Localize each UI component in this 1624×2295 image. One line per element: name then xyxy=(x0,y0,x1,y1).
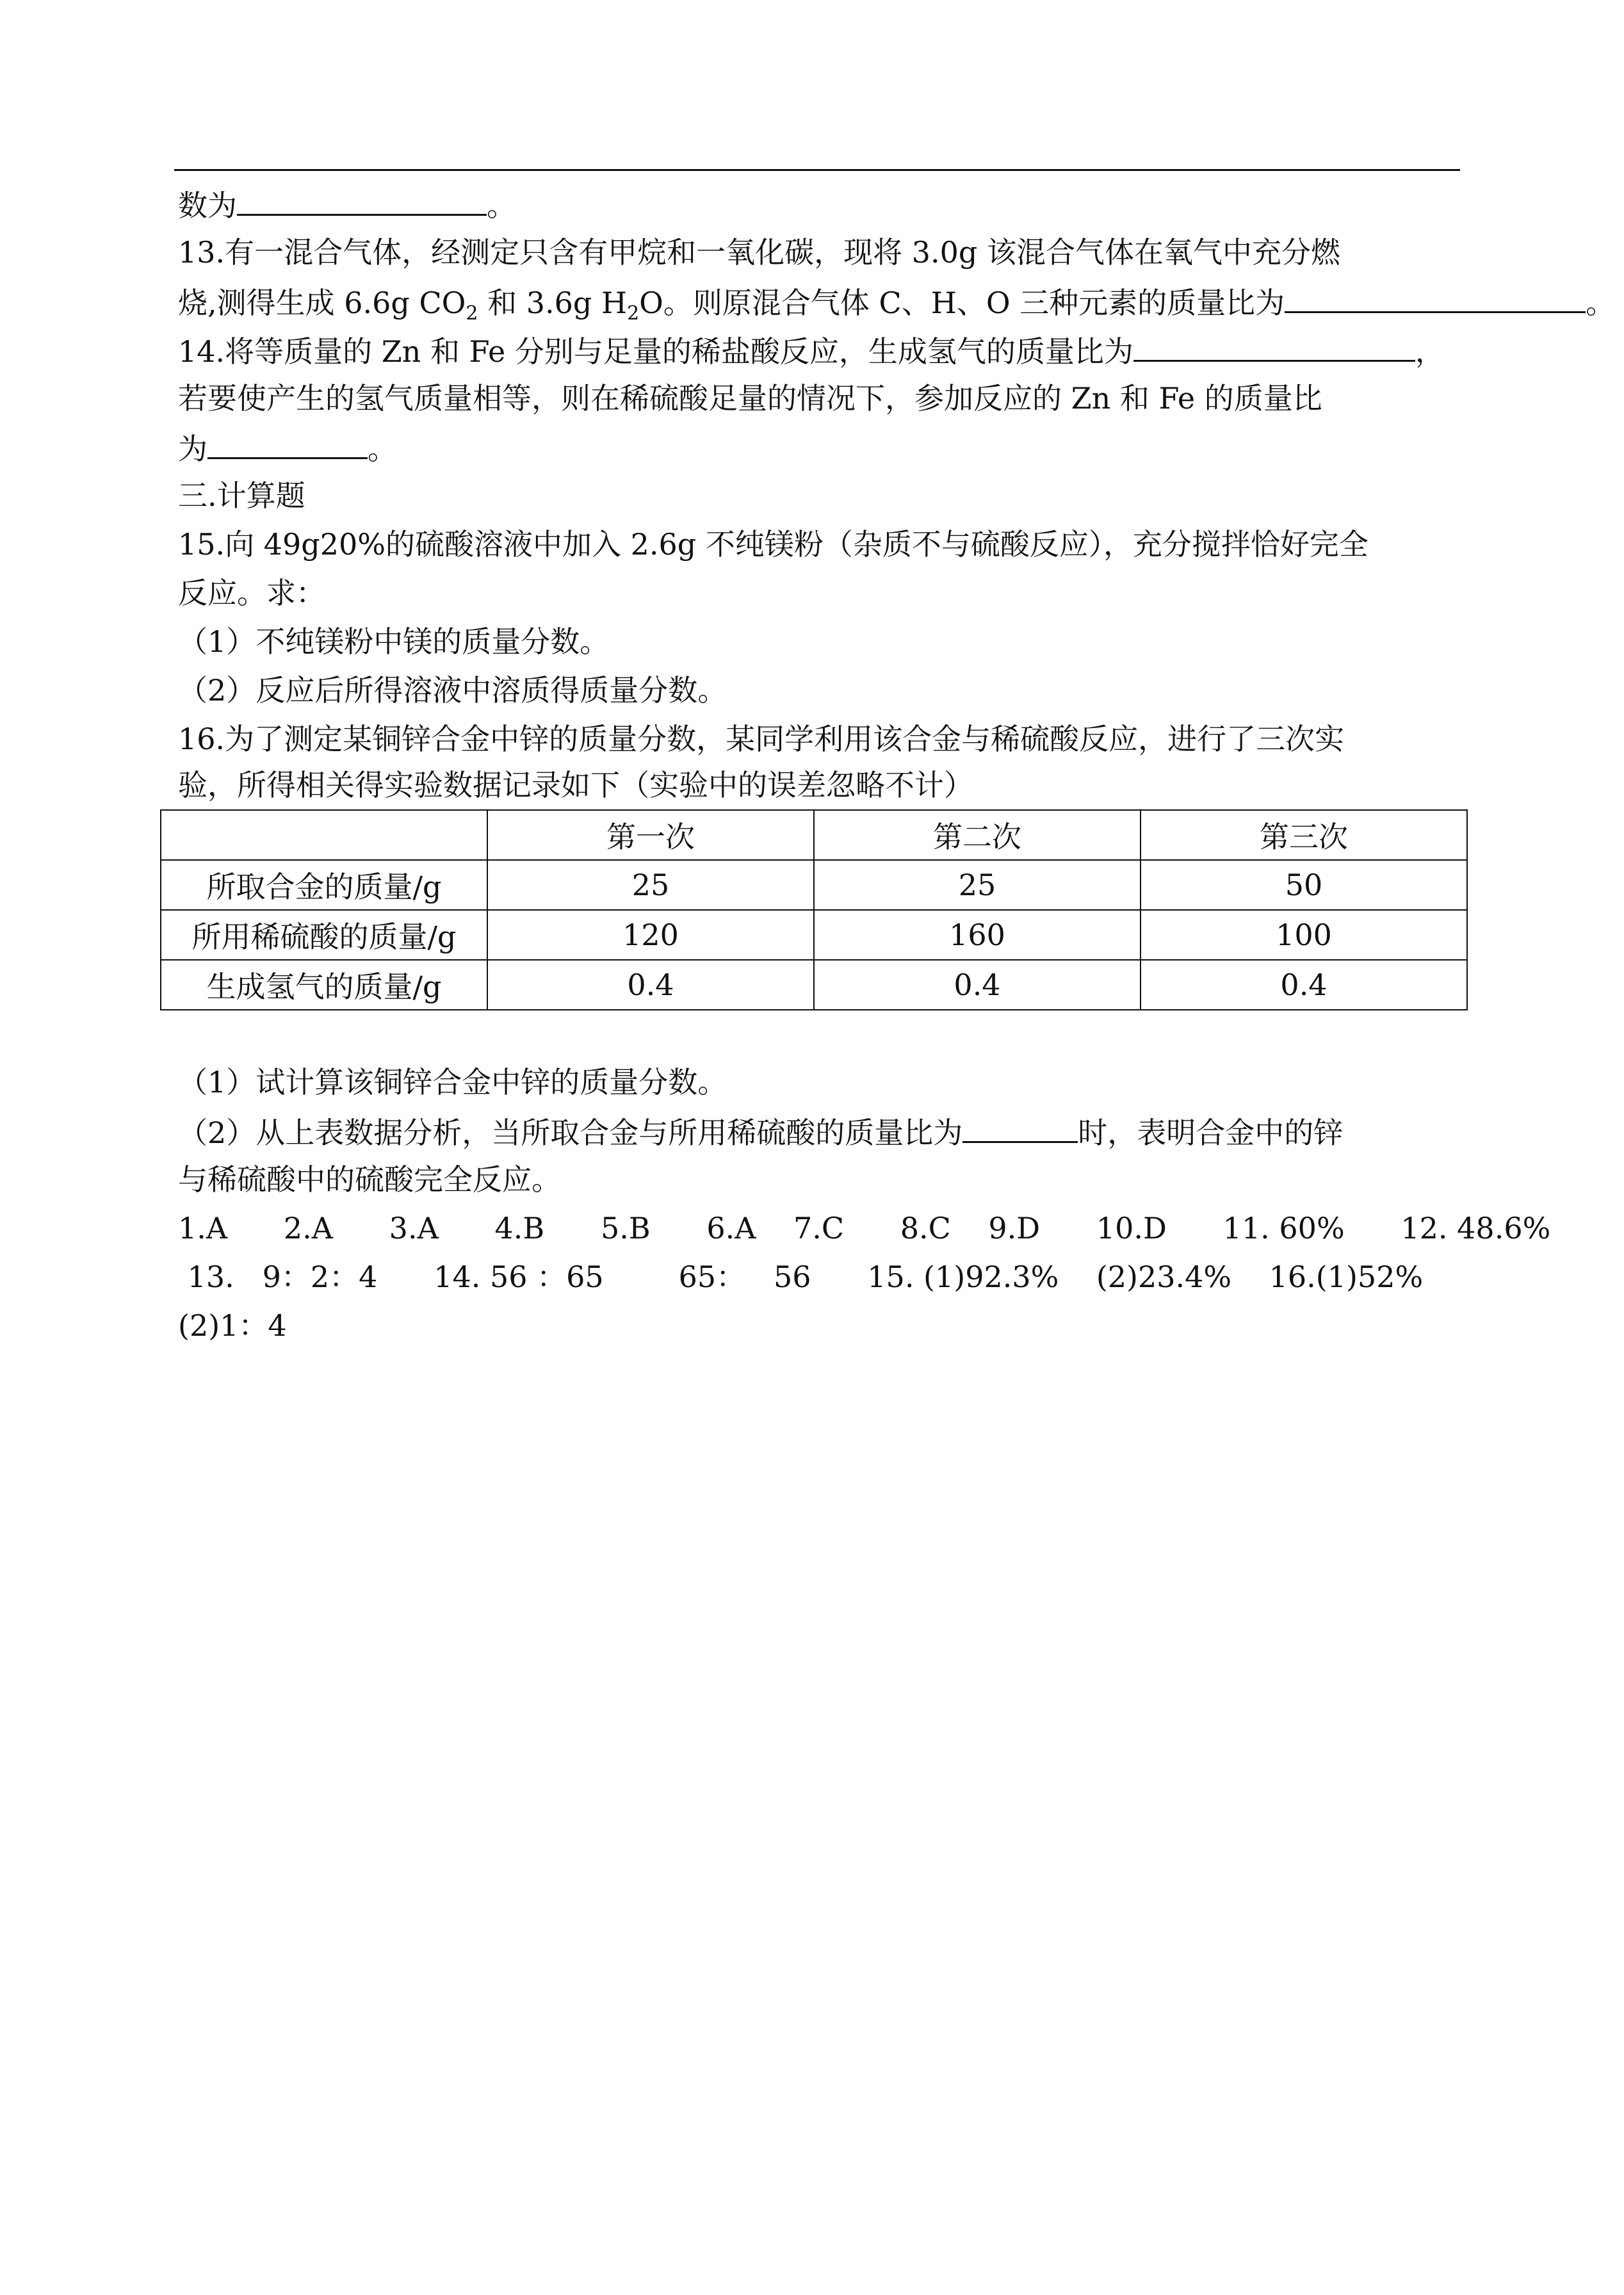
q12-continuation xyxy=(178,184,516,225)
section-heading: 三.计算题 xyxy=(178,478,305,513)
table-row xyxy=(161,860,1467,910)
table-cell: 25 xyxy=(814,860,1141,910)
answer-blank xyxy=(1285,282,1586,313)
table-row xyxy=(161,960,1467,1010)
table-cell: 120 xyxy=(487,910,814,960)
answer-blank xyxy=(962,1112,1078,1143)
text: O。则原混合气体 C、H、O 三种元素的质量比为 xyxy=(639,286,1285,320)
q16-part2-cont: 与稀硫酸中的硫酸完全反应。 xyxy=(178,1162,561,1197)
q16-part2 xyxy=(178,1112,1343,1152)
table-cell: 所用稀硫酸的质量/g xyxy=(161,910,487,960)
data-table xyxy=(160,809,1468,1010)
text: ， xyxy=(1415,334,1445,369)
header-rule xyxy=(174,169,1460,171)
answer-blank xyxy=(1133,330,1415,362)
table-header-cell: 第三次 xyxy=(1141,810,1467,860)
q15-part2: （2）反应后所得溶液中溶质得质量分数。 xyxy=(178,673,727,708)
table-cell: 生成氢气的质量/g xyxy=(161,960,487,1010)
subscript: 2 xyxy=(466,302,478,325)
q15-line2: 反应。求： xyxy=(178,576,325,610)
text: 。 xyxy=(1586,286,1616,320)
q16-line2: 验，所得相关得实验数据记录如下（实验中的误差忽略不计） xyxy=(178,768,973,802)
answer-blank xyxy=(207,428,368,459)
answer-key-line1: 1.A 2.A 3.A 4.B 5.B 6.A 7.C 8.C 9.D 10.D 11. 60% 12. 48.6% xyxy=(178,1211,1551,1245)
table-cell: 0.4 xyxy=(1141,960,1467,1010)
q15-part1: （1）不纯镁粉中镁的质量分数。 xyxy=(178,624,610,659)
table-cell: 0.4 xyxy=(487,960,814,1010)
text: 烧,测得生成 6.6g CO xyxy=(178,286,466,320)
table-cell: 50 xyxy=(1141,860,1467,910)
q15-line1: 15.向 49g20%的硫酸溶液中加入 2.6g 不纯镁粉（杂质不与硫酸反应），充分搅拌恰好完全 xyxy=(178,527,1368,562)
text: 14.将等质量的 Zn 和 Fe 分别与足量的稀盐酸反应，生成氢气的质量比为 xyxy=(178,334,1133,369)
q16-part1: （1）试计算该铜锌合金中锌的质量分数。 xyxy=(178,1065,727,1099)
q14-line1 xyxy=(178,330,1445,371)
table-row xyxy=(161,910,1467,960)
q13-line1: 13.有一混合气体，经测定只含有甲烷和一氧化碳，现将 3.0g 该混合气体在氧气中充分燃 xyxy=(178,235,1341,270)
text: 和 3.6g H xyxy=(478,286,628,320)
text: 。 xyxy=(368,432,397,466)
table-header-cell xyxy=(161,810,487,860)
table-header-cell: 第二次 xyxy=(814,810,1141,860)
text: 时，表明合金中的锌 xyxy=(1078,1115,1344,1150)
q16-line1: 16.为了测定某铜锌合金中锌的质量分数，某同学利用该合金与稀硫酸反应，进行了三次实 xyxy=(178,722,1345,756)
text: 为 xyxy=(178,432,207,466)
table-header-row xyxy=(161,810,1467,860)
answer-blank xyxy=(237,184,487,216)
table-cell: 25 xyxy=(487,860,814,910)
q13-line2 xyxy=(178,282,1616,325)
table-cell: 0.4 xyxy=(814,960,1141,1010)
subscript: 2 xyxy=(627,302,640,325)
text: 数为 xyxy=(178,188,237,223)
table-header-cell: 第一次 xyxy=(487,810,814,860)
q14-line2: 若要使产生的氢气质量相等，则在稀硫酸足量的情况下，参加反应的 Zn 和 Fe 的质量比 xyxy=(178,381,1322,416)
answer-key-line3: (2)1：4 xyxy=(178,1308,287,1343)
table-cell: 160 xyxy=(814,910,1141,960)
table-cell: 100 xyxy=(1141,910,1467,960)
table-cell: 所取合金的质量/g xyxy=(161,860,487,910)
text: （2）从上表数据分析，当所取合金与所用稀硫酸的质量比为 xyxy=(178,1115,963,1150)
text: 。 xyxy=(487,188,516,223)
answer-key-line2: 13. 9：2：4 14. 56 ：65 65： 56 15. (1)92.3% (2)23.4% 16.(1)52% xyxy=(178,1260,1424,1294)
q14-line3 xyxy=(178,428,397,468)
